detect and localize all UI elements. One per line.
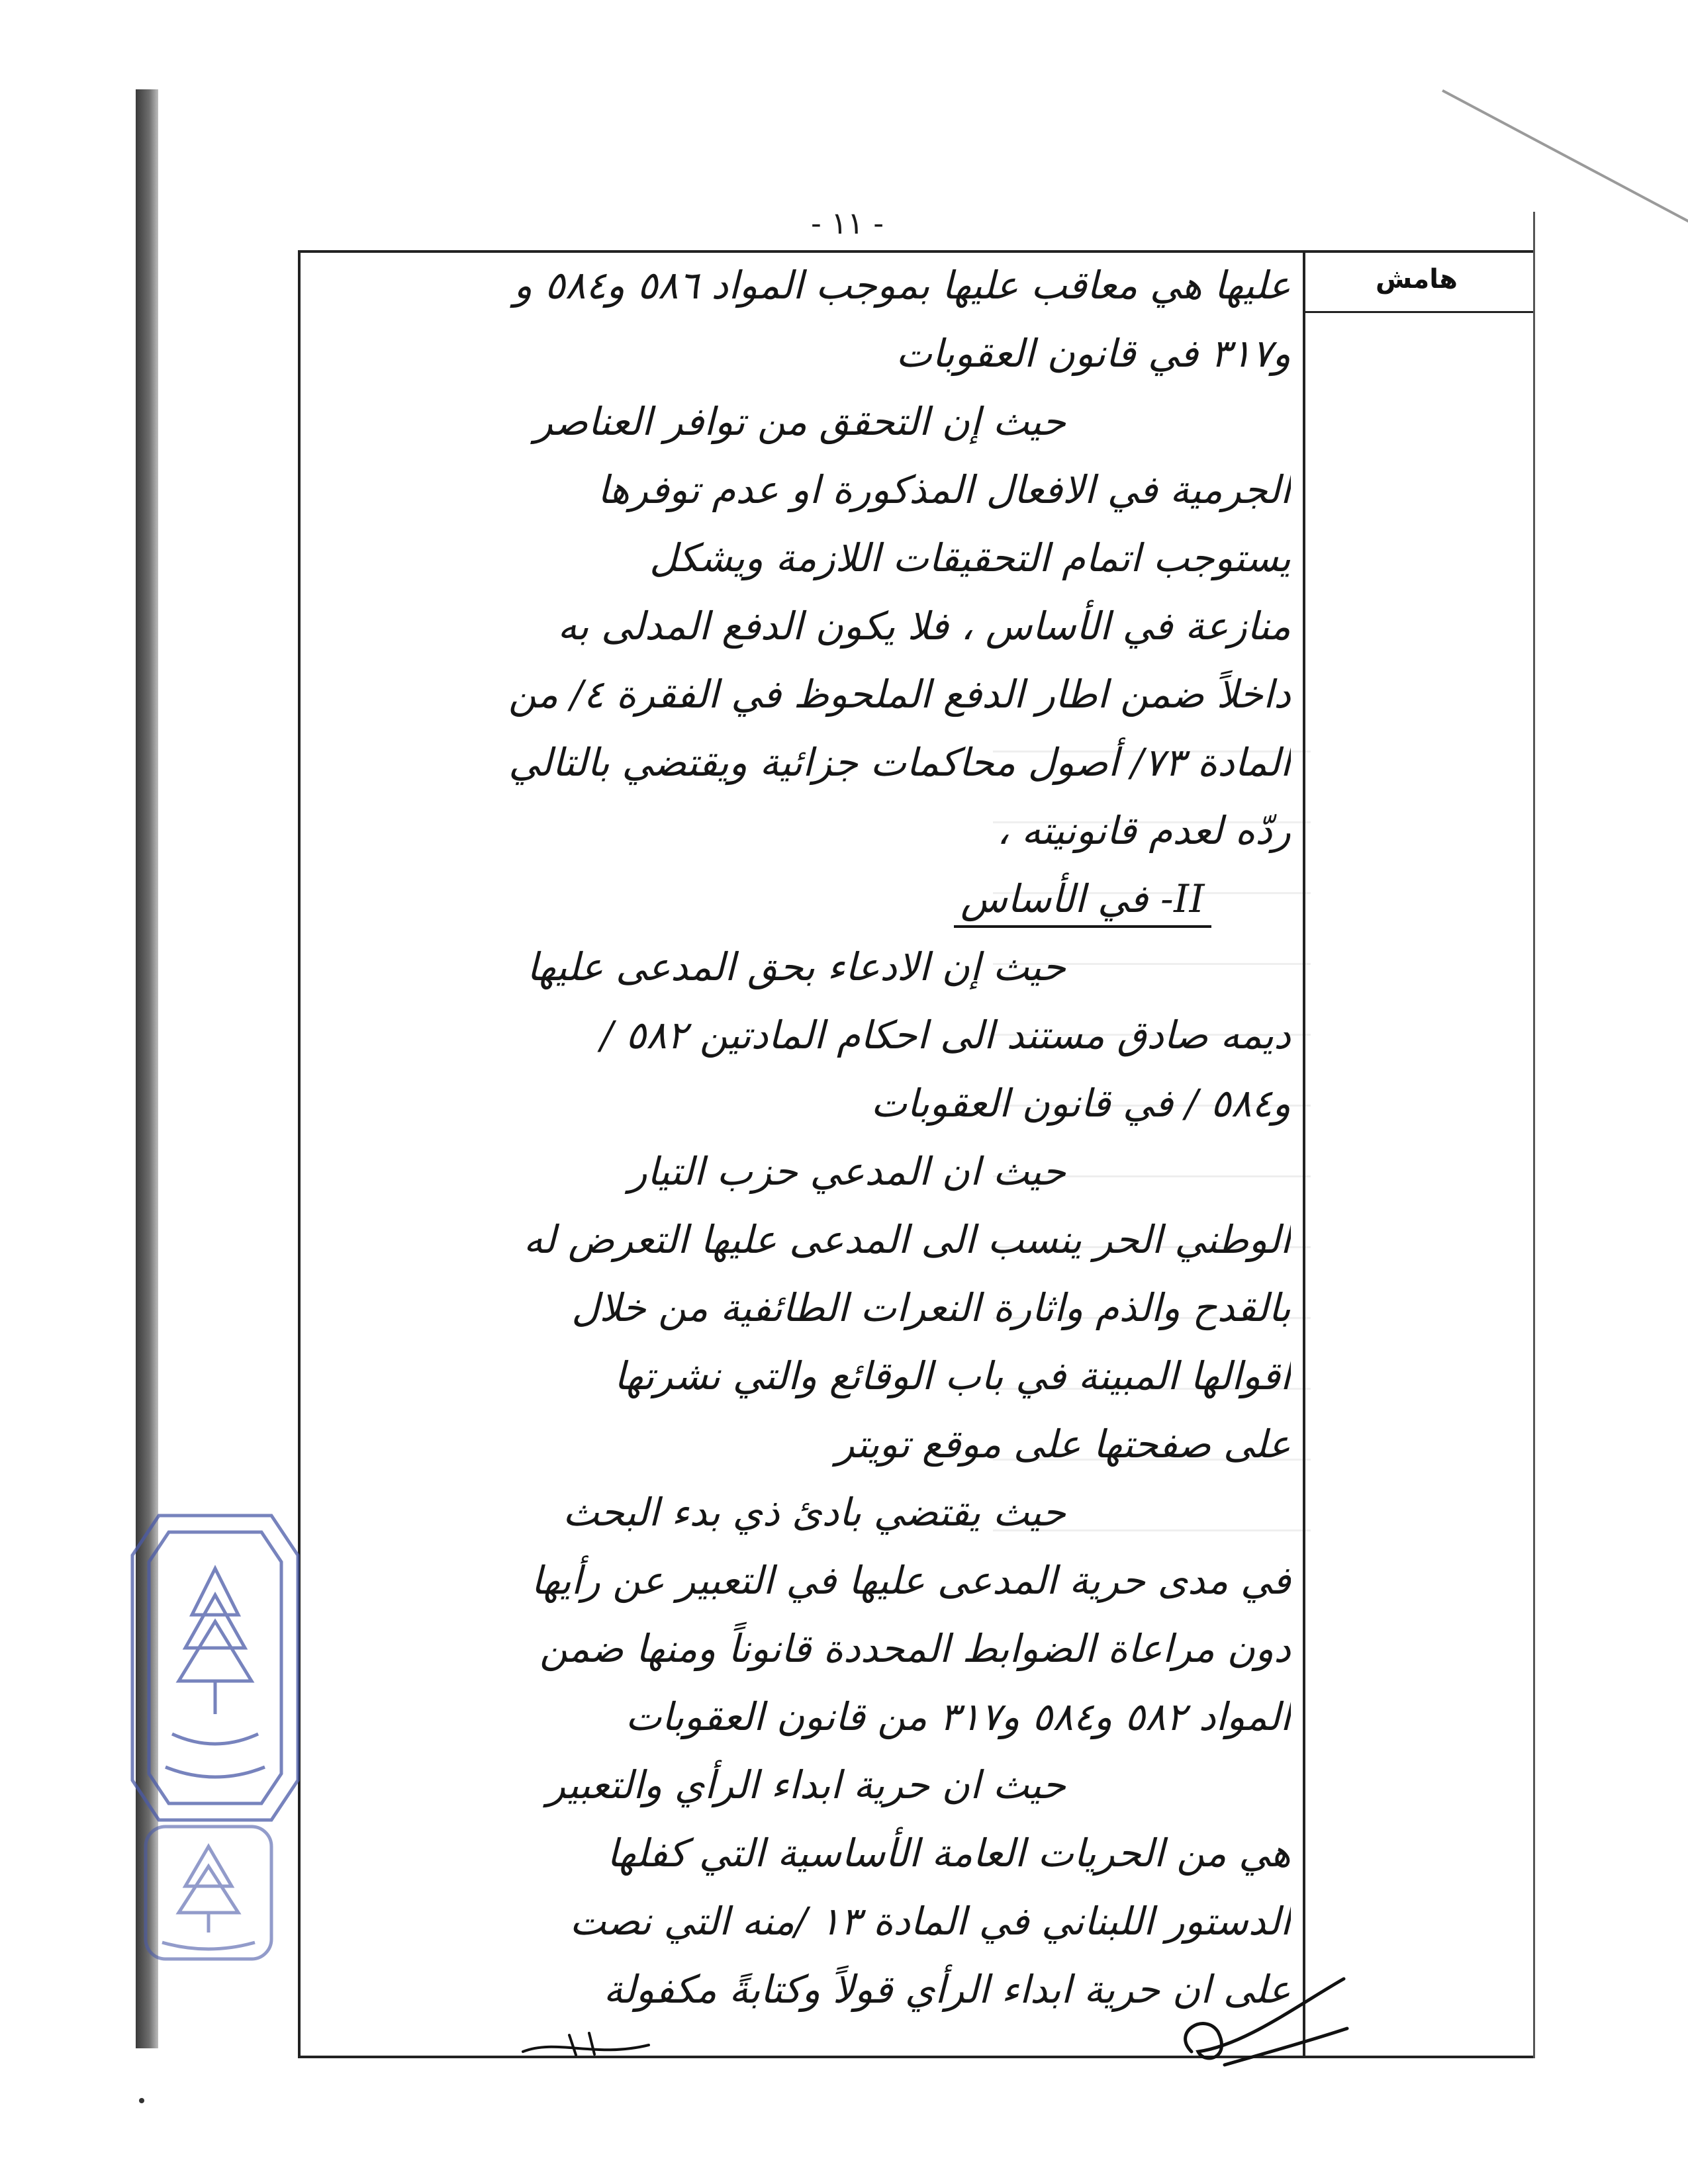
- page-fold-line: [1442, 89, 1688, 241]
- text-line: منازعة في الأساس ، فلا يكون الدفع المدلى به: [557, 604, 1291, 649]
- page-number: - ١١ -: [811, 205, 884, 241]
- text-line: و٣١٧ في قانون العقوبات: [896, 331, 1291, 376]
- handwritten-body: [311, 251, 1291, 2038]
- text-line: هي من الحريات العامة الأساسية التي كفلها: [606, 1831, 1291, 1876]
- text-line: حيث ان المدعي حزب التيار: [628, 1149, 1066, 1194]
- signature: [1165, 1966, 1350, 2071]
- official-stamp: [132, 1516, 298, 1966]
- text-line: الجرمية في الافعال المذكورة او عدم توفرها: [597, 467, 1291, 512]
- margin-column: [1303, 250, 1533, 2058]
- page-right-edge: [1533, 212, 1535, 2058]
- text-line: الوطني الحر ينسب الى المدعى عليها التعرض له: [523, 1217, 1291, 1262]
- text-line: في مدى حرية المدعى عليها في التعبير عن رأيها: [531, 1558, 1291, 1603]
- text-line: اقوالها المبينة في باب الوقائع والتي نشرتها: [614, 1353, 1291, 1398]
- text-line: دون مراعاة الضوابط المحددة قانوناً ومنها ضمن: [539, 1626, 1291, 1671]
- margin-label: هامش: [1375, 264, 1458, 295]
- section-heading: II- في الأساس: [954, 872, 1211, 928]
- section-heading-line: [311, 865, 1291, 933]
- ink-speck: [139, 2098, 144, 2103]
- text-line: ديمه صادق مستند الى احكام المادتين ٥٨٢ /: [600, 1013, 1291, 1058]
- text-line: و٥٨٤ / في قانون العقوبات: [870, 1081, 1291, 1126]
- text-line: داخلاً ضمن اطار الدفع الملحوظ في الفقرة ٤/ من: [508, 672, 1291, 717]
- text-line: يستوجب اتمام التحقيقات اللازمة ويشكل: [649, 535, 1291, 580]
- margin-header-rule: [1303, 311, 1533, 313]
- text-line: على ان حرية ابداء الرأي قولاً وكتابةً مكفولة: [603, 1967, 1291, 2012]
- text-line: بالقدح والذم واثارة النعرات الطائفية من خلال: [571, 1285, 1291, 1330]
- bottom-scrawl: [516, 2025, 662, 2065]
- text-line: على صفحتها على موقع تويتر: [835, 1422, 1291, 1467]
- text-line: ردّه لعدم قانونيته ،: [996, 808, 1291, 853]
- text-line: حيث ان حرية ابداء الرأي والتعبير: [547, 1762, 1066, 1807]
- text-line: المادة ٧٣/ أصول محاكمات جزائية ويقتضي بالتالي: [508, 740, 1291, 785]
- text-line: حيث يقتضي بادئ ذي بدء البحث: [563, 1490, 1066, 1535]
- text-line: حيث إن التحقق من توافر العناصر: [534, 399, 1066, 444]
- text-line: عليها هي معاقب عليها بموجب المواد ٥٨٦ و٥٨٤ و: [514, 263, 1291, 308]
- text-line: الدستور اللبناني في المادة ١٣ /منه التي نصت: [569, 1899, 1291, 1944]
- text-line: المواد ٥٨٢ و٥٨٤ و٣١٧ من قانون العقوبات: [625, 1694, 1291, 1739]
- text-line: حيث إن الادعاء بحق المدعى عليها: [526, 944, 1066, 989]
